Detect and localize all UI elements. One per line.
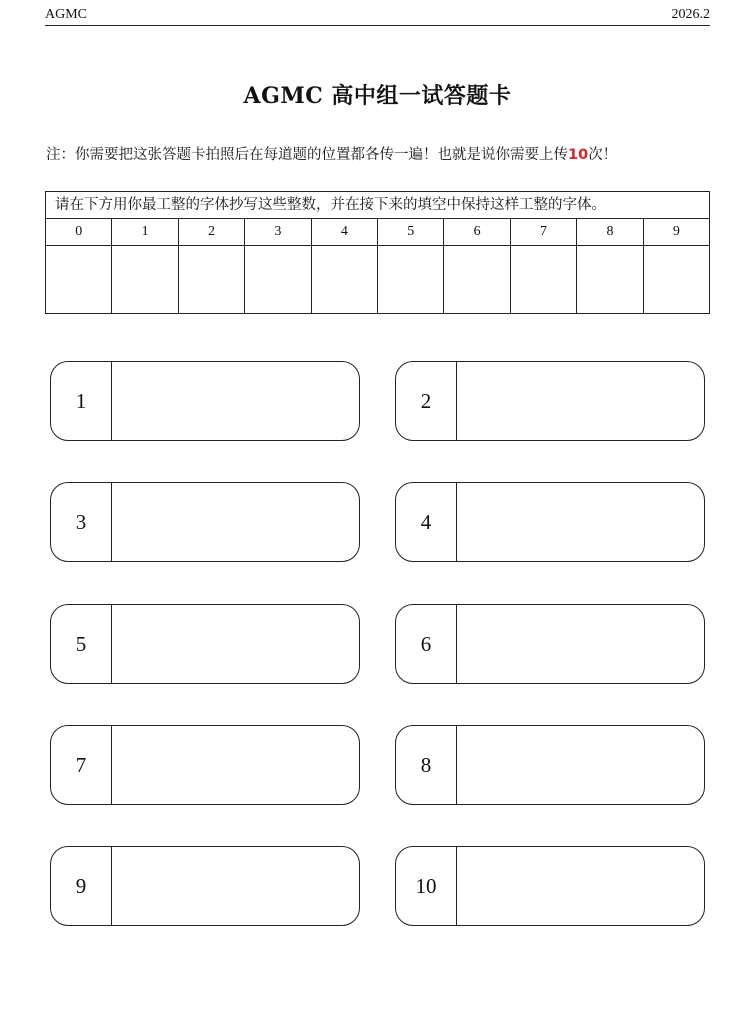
question-number: 1 (51, 362, 112, 440)
upload-note (46, 143, 726, 164)
answer-field[interactable] (457, 483, 704, 561)
note-suffix: 次！ (588, 147, 618, 163)
answer-box-6 (395, 604, 705, 684)
digit-write-box-2[interactable] (179, 246, 245, 313)
answer-box-4 (395, 482, 705, 562)
digit-label: 4 (312, 219, 378, 246)
question-number: 2 (396, 362, 457, 440)
answer-box-1 (50, 361, 360, 441)
page-title: AGMC 高中组一试答题卡 (243, 83, 512, 109)
question-number: 7 (51, 726, 112, 804)
digit-write-box-7[interactable] (511, 246, 577, 313)
question-number: 4 (396, 483, 457, 561)
digit-write-box-6[interactable] (444, 246, 510, 313)
answer-field[interactable] (112, 726, 359, 804)
digit-label: 6 (444, 219, 510, 246)
question-number: 9 (51, 847, 112, 925)
digit-write-box-4[interactable] (312, 246, 378, 313)
answer-field[interactable] (112, 362, 359, 440)
header-left-text: AGMC (45, 7, 88, 22)
answer-field[interactable] (457, 847, 704, 925)
digit-write-box-8[interactable] (577, 246, 643, 313)
digit-label: 2 (179, 219, 245, 246)
answer-box-10 (395, 846, 705, 926)
question-number: 3 (51, 483, 112, 561)
answer-field[interactable] (457, 726, 704, 804)
question-number: 5 (51, 605, 112, 683)
digit-write-box-5[interactable] (378, 246, 444, 313)
digit-write-box-1[interactable] (112, 246, 178, 313)
answer-field[interactable] (112, 605, 359, 683)
answer-box-8 (395, 725, 705, 805)
digit-write-box-3[interactable] (245, 246, 311, 313)
answer-box-2 (395, 361, 705, 441)
question-number: 8 (396, 726, 457, 804)
digit-label: 1 (112, 219, 178, 246)
question-number: 10 (396, 847, 457, 925)
digit-write-box-9[interactable] (644, 246, 709, 313)
digit-label: 5 (378, 219, 444, 246)
answer-field[interactable] (112, 847, 359, 925)
header-date: 2026.2 (671, 7, 710, 22)
digit-label: 3 (245, 219, 311, 246)
digit-write-box-0[interactable] (46, 246, 112, 313)
answer-field[interactable] (112, 483, 359, 561)
page-header (45, 5, 710, 26)
note-prefix: 注：你需要把这张答题卡拍照后在每道题的位置都各传一遍！也就是说你需要上传 (46, 147, 568, 163)
answer-box-7 (50, 725, 360, 805)
answer-box-3 (50, 482, 360, 562)
digit-label: 9 (644, 219, 709, 246)
digit-write-row (46, 246, 709, 313)
answer-field[interactable] (457, 362, 704, 440)
digit-label-row (46, 219, 709, 246)
digit-label: 0 (46, 219, 112, 246)
answer-box-9 (50, 846, 360, 926)
digit-label: 8 (577, 219, 643, 246)
digit-instruction: 请在下方用你最工整的字体抄写这些整数，并在接下来的填空中保持这样工整的字体。 (46, 192, 709, 219)
answer-field[interactable] (457, 605, 704, 683)
digit-label: 7 (511, 219, 577, 246)
answer-box-5 (50, 604, 360, 684)
question-number: 6 (396, 605, 457, 683)
note-count: 10 (568, 147, 589, 163)
digit-practice-table (45, 191, 710, 314)
